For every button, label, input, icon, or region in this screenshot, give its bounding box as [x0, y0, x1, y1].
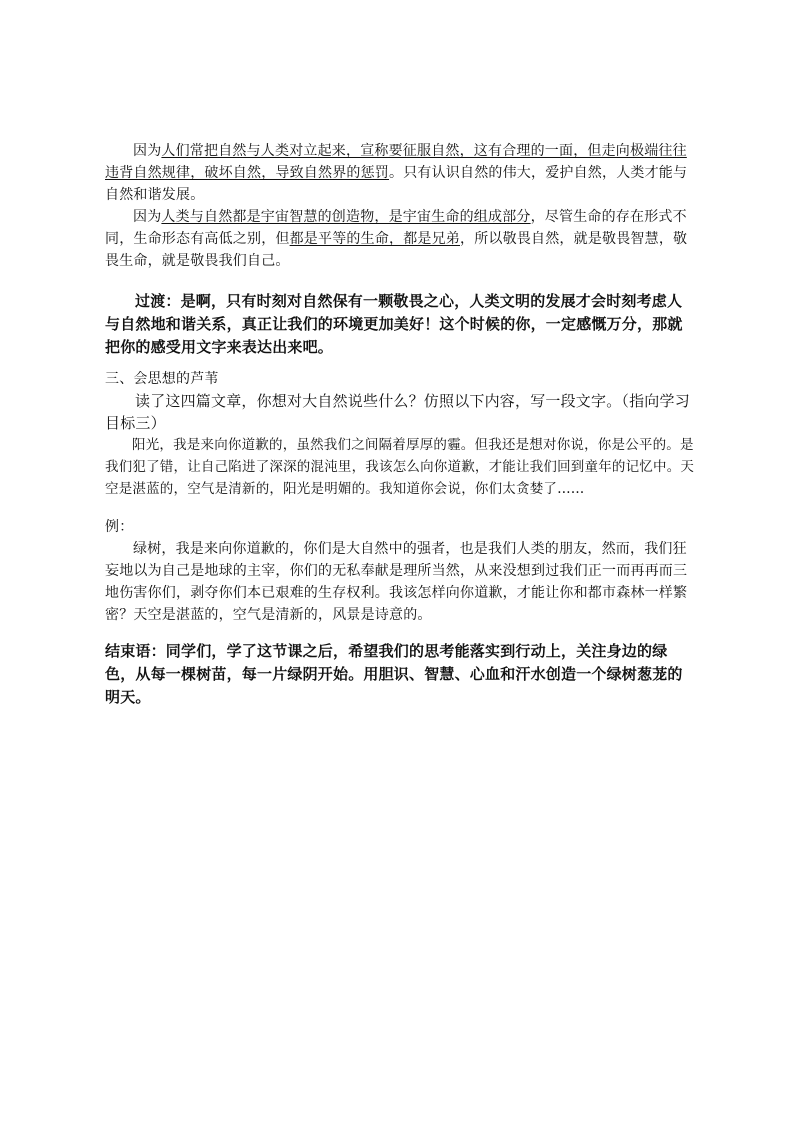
transition-paragraph: 过渡：是啊，只有时刻对自然保有一颗敬畏之心，人类文明的发展才会时刻考虑人与自然地和谐关系，真正让我们的环境更加美好！这个时候的你，一定感慨万分，那就把你的感受用文字来表达出来吧。 [105, 292, 683, 356]
para2-rest: ，所以敬畏自然，就是敬畏智慧，敬畏生命，就是敬畏我们自己。 [105, 231, 688, 269]
para2-underlined-2: 都是平等的生命，都是兄弟 [289, 231, 461, 247]
conclusion-paragraph: 结束语：同学们，学了这节课之后，希望我们的思考能落实到行动上，关注身边的绿色，从每一棵树苗，每一片绿阴开始。用胆识、智慧、心血和汗水创造一个绿树葱茏的明天。 [105, 642, 683, 706]
para2-mid: ，尽管生命的存在形式不同，生命形态有高低之别，但 [105, 209, 687, 247]
para2-lead: 因为 [133, 209, 162, 225]
sample-passage: 阳光，我是来向你道歉的，虽然我们之间隔着厚厚的霾。但我还是想对你说，你是公平的。是我们犯了错，让自己陷进了深深的混沌里，我该怎么向你道歉，才能让我们回到童年的记忆中。天空是湛蓝的，空气是清新的，阳光是明媚的。我知道你会说，你们太贪婪了…… [105, 437, 695, 497]
paragraph-reason-1 [105, 140, 695, 206]
example-passage: 绿树，我是来向你道歉的，你们是大自然中的强者，也是我们人类的朋友，然而，我们狂妄地以为自己是地球的主宰，你们的无私奉献是理所当然，从来没想到过我们正一而再再而三地伤害你们，剥夺你们本已艰难的生存权利。我该怎样向你道歉，才能让你和都市森林一样繁密？天空是湛蓝的，空气是清新的，风景是诗意的。 [105, 541, 688, 623]
paragraph-reason-2 [105, 206, 695, 272]
para1-underlined: 人们常把自然与人类对立起来，宣称要征服自然，这有合理的一面，但走向极端往往违背自然规律，破坏自然，导致自然界的惩罚 [105, 143, 687, 181]
para1-rest: 。只有认识自然的伟大，爱护自然，人类才能与自然和谐发展。 [105, 165, 688, 203]
section-heading: 三、会思想的芦苇 [105, 371, 219, 387]
para2-underlined-1: 人类与自然都是宇宙智慧的创造物，是宇宙生命的组成部分 [161, 209, 531, 225]
example-label: 例： [105, 519, 134, 535]
writing-prompt: 读了这四篇文章，你想对大自然说些什么？仿照以下内容，写一段文字。（指向学习目标三） [105, 392, 690, 432]
para1-lead: 因为 [133, 143, 162, 159]
